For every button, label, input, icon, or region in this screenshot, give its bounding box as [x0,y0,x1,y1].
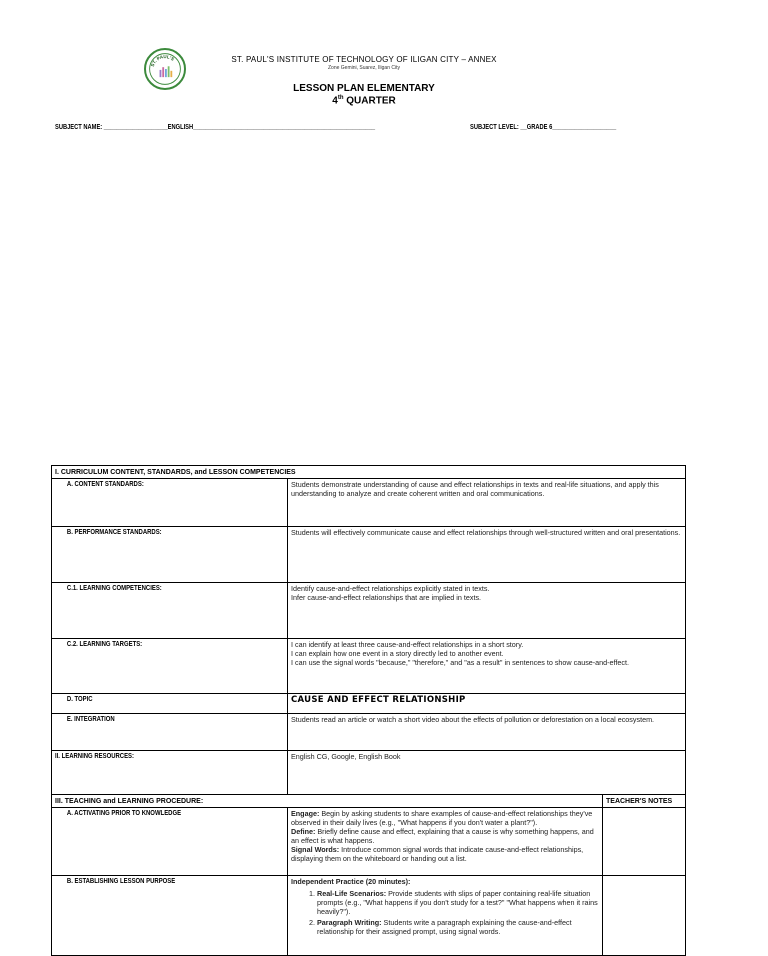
lesson-plan-table [51,465,686,956]
performance-standards-label: B. PERFORMANCE STANDARDS: [52,527,288,583]
plan-title: LESSON PLAN ELEMENTARY [293,83,435,94]
school-name: ST. PAUL'S INSTITUTE OF TECHNOLOGY OF ILIGAN CITY – ANNEX [231,55,497,64]
subject-level-line: SUBJECT LEVEL: __GRADE 6____________________ [470,124,617,131]
learning-competencies-text [288,583,686,639]
activating-prior-knowledge-label: A. ACTIVATING PRIOR TO KNOWLEDGE [52,808,288,876]
teachers-notes-header: TEACHER'S NOTES [603,795,686,808]
quarter-title: 4th QUARTER [332,95,396,107]
target-item: I can use the signal words "because," "therefore," and "as a result" in sentences to show cause-and-effect. [291,658,630,667]
learning-competencies-label: C.1. LEARNING COMPETENCIES: [52,583,288,639]
school-address: Zone Gemini, Suarez, Iligan City [328,65,400,71]
list-item: 2. Paragraph Writing: Students write a paragraph explaining the cause-and-effect relationship for their assigned prompt, using signal words. [317,918,599,936]
lesson-purpose-label: B. ESTABLISHING LESSON PURPOSE [52,876,288,956]
competency-item: Infer cause-and-effect relationships that are implied in texts. [291,593,482,602]
target-item: I can identify at least three cause-and-effect relationships in a short story. [291,640,524,649]
content-standards-label: A. CONTENT STANDARDS: [52,479,288,527]
subject-name-line: SUBJECT NAME: ____________________ENGLISH_________________________________________________________ [55,124,376,131]
list-item: 1. Real-Life Scenarios: Provide students with slips of paper containing real-life situation prompts (e.g., "What happens if you don't study for a test?" "What happens when it rains heavily?"). [317,889,599,916]
topic-label: D. TOPIC [52,694,288,714]
content-standards-text: Students demonstrate understanding of cause and effect relationships in texts and real-life situations, and apply this understanding to analyze and create coherent written and oral communications. [288,479,686,527]
learning-resources-label: II. LEARNING RESOURCES: [52,751,288,795]
activating-prior-knowledge-text: Engage: Begin by asking students to share examples of cause-and-effect relationships they've observed in their daily lives (e.g., "What happens if you don't water a plant?"). Define: Briefly define cause and effect, explaining that a cause is why something happens, and an effect is what happens. Signal Words: Introduce common signal words that indicate cause-and-effect relationships, displaying them on the whiteboard or handing out a list. [288,808,603,876]
teachers-notes-cell [603,876,686,956]
learning-targets-label: C.2. LEARNING TARGETS: [52,639,288,694]
target-item: I can explain how one event in a story directly led to another event. [291,649,504,658]
section-curriculum-header: I. CURRICULUM CONTENT, STANDARDS, and LESSON COMPETENCIES [52,466,686,479]
integration-text: Students read an article or watch a short video about the effects of pollution or deforestation on a local ecosystem. [288,714,686,751]
lesson-purpose-text: Independent Practice (20 minutes): 1. Real-Life Scenarios: Provide students with slips of paper containing real-life situation prompts (e.g., "What happens if you don't study for a test?" "What happens when it rains heavily?"). 2. Paragraph Writing: Students write a paragraph explaining the cause-and-effect relationship for their assigned prompt, using signal words. [288,876,603,956]
topic-text: CAUSE AND EFFECT RELATIONSHIP [288,694,686,714]
learning-resources-text: English CG, Google, English Book [288,751,686,795]
performance-standards-text: Students will effectively communicate cause and effect relationships through well-structured written and oral presentations. [288,527,686,583]
svg-text:ST. PAUL'S: ST. PAUL'S [149,54,176,68]
teachers-notes-cell [603,808,686,876]
learning-targets-text [288,639,686,694]
integration-label: E. INTEGRATION [52,714,288,751]
section-procedure-header: III. TEACHING and LEARNING PROCEDURE: [52,795,603,808]
competency-item: Identify cause-and-effect relationships explicitly stated in texts. [291,584,490,593]
